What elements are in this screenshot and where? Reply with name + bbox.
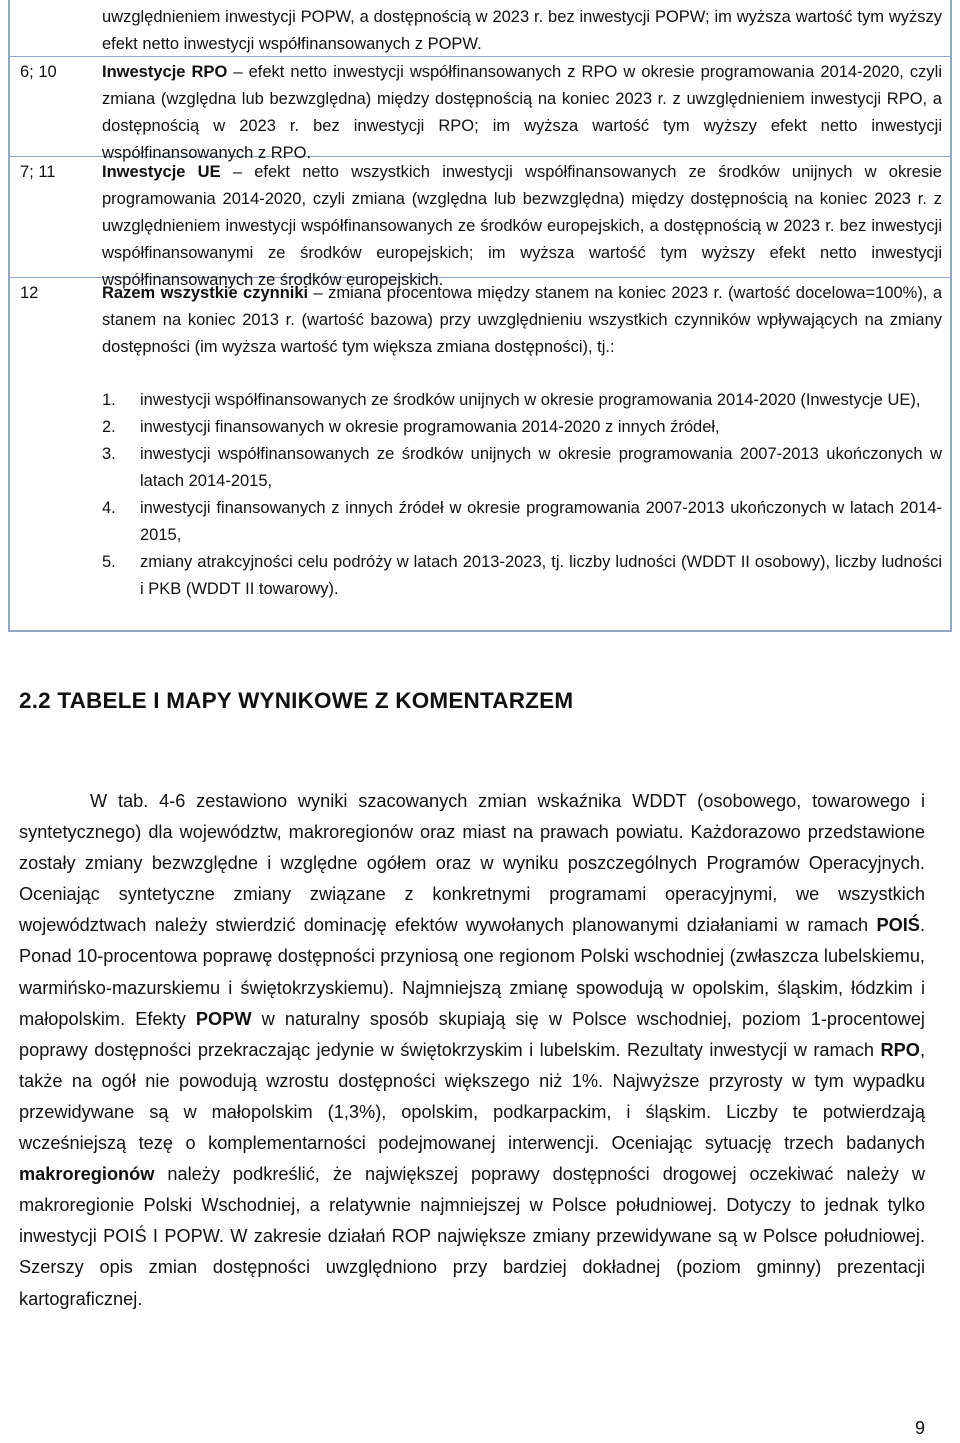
table-row-total [10, 278, 950, 630]
table-row-popw [10, 0, 950, 57]
row-text: – efekt netto inwestycji współfinansowanych z RPO w okresie programowania 2014-2020, czyli zmiana (względna lub bezwzględna) między dostępnością na koniec 2023 r. z uwzględnieniem inwestycji RPO, a dostępnością w 2023 r. bez inwestycji RPO; im wyższa wartość tym wyższy efekt netto inwestycji współfinansowanych z RPO. [102, 63, 942, 162]
definitions-table [8, 0, 952, 632]
row-text: – efekt netto wszystkich inwestycji współfinansowanych ze środków unijnych w okresie programowania 2014-2020, czyli zmiana (względna lub bezwzględna) między dostępnością na koniec 2023 r. z uwzględnieniem inwestycji współfinansowanych ze środków europejskich, a dostępnością w 2023 r. bez inwestycji współfinansowanymi ze środków europejskich; im wyższa wartość tym wyższy efekt netto inwestycji współfinansowanych ze środków europejskich. [102, 163, 942, 289]
row-number: 12 [20, 284, 39, 302]
row-number: 7; 11 [20, 163, 56, 181]
row-term: Inwestycje UE [102, 163, 221, 181]
factor-list [102, 387, 942, 603]
list-item: 5. zmiany atrakcyjności celu podróży w latach 2013-2023, tj. liczby ludności (WDDT II osobowy), liczby ludności i PKB (WDDT II towarowy). [102, 553, 942, 598]
row-description [102, 59, 942, 167]
bold-term: POIŚ [876, 915, 920, 936]
section-heading: 2.2 TABELE I MAPY WYNIKOWE Z KOMENTARZEM [19, 688, 574, 713]
list-item: 3. inwestycji współfinansowanych ze środków unijnych w okresie programowania 2007-2013 ukończonych w latach 2014-2015, [102, 445, 942, 490]
row-description [102, 159, 942, 294]
row-description [102, 280, 942, 361]
row-term: Razem wszystkie czynniki [102, 284, 309, 302]
row-number: 6; 10 [20, 63, 57, 81]
list-item: 2. inwestycji finansowanych w okresie programowania 2014-2020 z innych źródeł, [102, 418, 720, 436]
bold-term: makroregionów [19, 1164, 155, 1185]
row-description: uwzględnieniem inwestycji POPW, a dostępnością w 2023 r. bez inwestycji POPW; im wyższa wartość tym wyższy efekt netto inwestycji współfinansowanych z POPW. [102, 8, 942, 53]
list-item: 1. inwestycji współfinansowanych ze środków unijnych w okresie programowania 2014-2020 (Inwestycje UE), [102, 391, 921, 409]
table-row-rpo [10, 57, 950, 162]
table-row-ue [10, 157, 950, 289]
page-number: 9 [914, 1418, 925, 1438]
body-paragraph: W tab. 4-6 zestawiono wyniki szacowanych zmian wskaźnika WDDT (osobowego, towarowego i syntetycznego) dla województw, makroregionów oraz miast na prawach powiatu. Każdorazowo przedstawione zostały zmiany bezwzględne i względne ogółem oraz w wyniku poszczególnych Programów Operacyjnych. Oceniając syntetyczne zmiany związane z konkretnymi programami operacyjnymi, we wszystkich województwach należy stwierdzić dominację efektów wywołanych planowanymi działaniami w ramach POIŚ. Ponad 10-procentowa poprawę dostępności przyniosą one regionom Polski wschodniej (zwłaszcza lubelskiemu, warmińsko-mazurskiemu i świętokrzyskiemu). Najmniejszą zmianę spowodują w opolskim, śląskim, łódzkim i małopolskim. Efekty POPW w naturalny sposób skupiają się w Polsce wschodniej, poziom 1-procentowej poprawy dostępności przekraczając jedynie w świętokrzyskim i lubelskim. Rezultaty inwestycji w ramach RPO, także na ogół nie powodują wzrostu dostępności większego niż 1%. Najwyższe przyrosty w tym wypadku przewidywane są w małopolskim (1,3%), opolskim, podkarpackim, i śląskim. Liczby te potwierdzają wcześniejszą tezę o komplementarności podejmowanej interwencji. Oceniając sytuację trzech badanych makroregionów należy podkreślić, że największej poprawy dostępności drogowej oczekiwać należy w makroregionie Polski Wschodniej, a relatywnie najmniejszej w Polsce południowej. Dotyczy to jednak tylko inwestycji POIŚ I POPW. W zakresie działań ROP największe zmiany przewidywane są w Polsce południowej. Szerszy opis zmian dostępności uwzględniono przy bardziej dokładnej (poziom gminny) prezentacji kartograficznej. [19, 791, 925, 1309]
bold-term: POPW [195, 1008, 252, 1029]
bold-term: RPO [880, 1039, 920, 1060]
row-text: – zmiana procentowa między stanem na koniec 2023 r. (wartość docelowa=100%), a stanem na koniec 2013 r. (wartość bazowa) przy uwzględnieniu wszystkich czynników wpływających na zmiany dostępności (im wyższa wartość tym większa zmiana dostępności), tj.: [102, 284, 943, 356]
list-item: 4. inwestycji finansowanych z innych źródeł w okresie programowania 2007-2013 ukończonych w latach 2014-2015, [102, 499, 942, 544]
row-term: Inwestycje RPO [102, 63, 228, 81]
